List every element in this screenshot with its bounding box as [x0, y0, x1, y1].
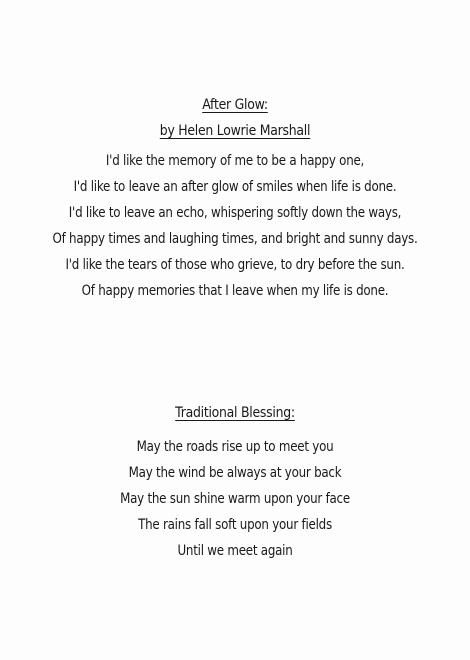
blessing-body [0, 434, 470, 564]
poem-line: Of happy memories that I leave when my life is done. [81, 283, 389, 299]
blessing-line: May the roads rise up to meet you [136, 439, 334, 455]
poem-traditional-blessing [0, 400, 470, 564]
blessing-line: Until we meet again [177, 543, 293, 559]
blessing-line: May the wind be always at your back [128, 465, 342, 481]
poem-after-glow [0, 92, 470, 304]
poem-line: I'd like to leave an echo, whispering softly down the ways, [68, 205, 402, 221]
poem-line: I'd like the memory of me to be a happy one, [105, 153, 365, 169]
blessing-line: The rains fall soft upon your fields [138, 517, 332, 533]
poem-line: Of happy times and laughing times, and bright and sunny days. [52, 231, 418, 247]
poem-byline: by Helen Lowrie Marshall [159, 123, 311, 139]
poem-line: I'd like the tears of those who grieve, to dry before the sun. [65, 257, 405, 273]
poem-title: After Glow: [202, 97, 268, 113]
blessing-title: Traditional Blessing: [175, 405, 295, 421]
poem-line: I'd like to leave an after glow of smiles when life is done. [73, 179, 397, 195]
blessing-line: May the sun shine warm upon your face [120, 491, 350, 507]
poem-body [0, 148, 470, 304]
